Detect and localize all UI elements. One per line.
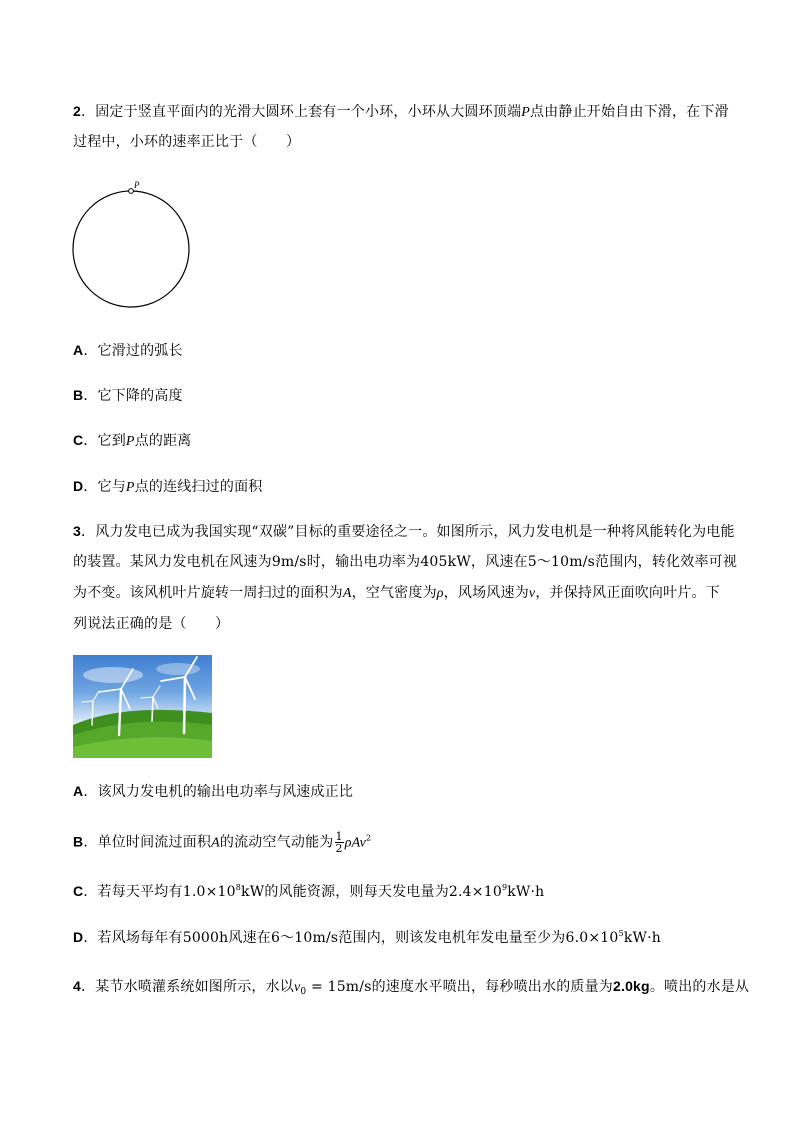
q3-option-c-exponent-1: 8 — [235, 883, 242, 892]
wind-turbine-photo — [73, 655, 212, 758]
q2-option-b-text: ．它下降的高度 — [83, 388, 183, 404]
q3-var-v: v — [528, 586, 536, 601]
q3-line-3 — [73, 584, 720, 603]
q3-option-d-range: 6～10m/s — [270, 930, 339, 946]
q3-option-d-text-a: ．若风场每年有 — [83, 930, 183, 946]
q2-text-2: 过程中，小环的速率正比于（ ） — [73, 134, 301, 150]
q3-var-rho: ρ — [436, 586, 444, 601]
fraction-denominator: 2 — [335, 842, 343, 855]
q3-text-1: ．风力发电已成为我国实现“双碳”目标的重要途径之一。如图所示，风力发电机是一种将风能转化为电能 — [81, 524, 735, 540]
q3-option-c-value-1: 1.0×10 — [182, 884, 236, 900]
q3-option-b-formula: ρAv — [344, 835, 367, 851]
q2-option-c-text-b: 点的距离 — [134, 433, 192, 449]
q3-var-a: A — [342, 586, 352, 601]
q4-speed: = 15m/s — [306, 979, 372, 995]
q3-text-2a: 的装置。某风力发电机在风速为 — [73, 554, 272, 570]
q3-option-d-text-b: 风速在 — [228, 930, 271, 946]
q3-option-c-text-a: ．若每天平均有 — [83, 884, 183, 900]
q3-line-1 — [73, 522, 735, 541]
q2-option-a-text: ．它滑过的弧长 — [83, 343, 183, 359]
q4-mass: 2.0kg — [613, 978, 650, 994]
q2-option-b-letter: B — [73, 387, 84, 403]
q3-option-b-text-a: ．单位时间流过面积 — [83, 834, 212, 851]
q3-option-d-exponent: 5 — [618, 929, 624, 938]
q3-option-d-unit: kW·h — [623, 930, 661, 946]
q2-option-c-var-p: P — [125, 434, 135, 449]
q3-text-2b: 时，输出电功率为 — [306, 554, 421, 570]
q3-power: 405kW — [420, 554, 471, 570]
q3-option-b-text-b: 的流动空气动能为 — [219, 834, 334, 851]
q3-text-2d: 范围内，转化效率可视 — [595, 554, 738, 570]
q3-option-c-unit-2: kW·h — [507, 884, 545, 900]
q3-option-c-text-b: 的风能资源，则每天发电量为 — [264, 884, 449, 900]
q3-line-4 — [73, 615, 229, 633]
wind-turbine-illustration — [73, 655, 212, 758]
q3-text-3d: ，并保持风正面吹向叶片。下 — [535, 585, 720, 601]
q2-line-2 — [73, 133, 300, 151]
q3-option-c-unit-1: kW — [241, 884, 265, 900]
small-ring — [129, 189, 134, 194]
q2-option-c-text-a: ．它到 — [83, 433, 126, 449]
q2-text-1b: 点由静止开始自由下滑，在下滑 — [529, 104, 729, 120]
q3-option-b-letter: B — [73, 833, 84, 850]
q2-number: 2 — [73, 103, 81, 119]
ring-figure — [70, 178, 195, 310]
q2-option-b — [73, 386, 183, 405]
q2-option-c — [73, 431, 192, 451]
q2-option-d-text-b: 点的连线扫过的面积 — [134, 479, 263, 495]
point-p-label: P — [134, 180, 140, 190]
q3-text-3c: ，风场风速为 — [443, 585, 529, 601]
q3-number: 3 — [73, 523, 81, 539]
q3-option-b-var-a: A — [211, 835, 220, 851]
q3-text-2c: ，风速在 — [470, 554, 528, 570]
q3-text-4: 列说法正确的是（ ） — [73, 616, 230, 632]
q2-option-d — [73, 477, 263, 497]
q3-range: 5～10m/s — [527, 554, 596, 570]
q3-option-b-exponent: 2 — [366, 833, 372, 843]
q3-option-d-text-c: 范围内，则该发电机年发电量至少为 — [338, 930, 566, 946]
q4-number: 4 — [73, 978, 81, 994]
q3-text-3a: 为不变。该风机叶片旋转一周扫过的面积为 — [73, 585, 343, 601]
q3-option-a-text: ．该风力发电机的输出电功率与风速成正比 — [83, 784, 354, 800]
q2-option-c-letter: C — [73, 432, 84, 448]
q4-line-1 — [73, 977, 749, 997]
q3-option-d-letter: D — [73, 929, 84, 945]
q4-var-v0: v — [294, 980, 301, 995]
q3-option-c-exponent-2: 9 — [501, 883, 508, 892]
q3-speed: 9m/s — [271, 554, 307, 570]
q4-text-c: 。喷出的水是从 — [649, 979, 750, 995]
q3-option-d — [73, 928, 661, 947]
q2-option-a-letter: A — [73, 342, 84, 358]
q3-option-a — [73, 782, 353, 801]
q2-option-d-var-p: P — [125, 480, 135, 495]
q2-option-d-text-a: ．它与 — [83, 479, 126, 495]
q2-var-p: P — [521, 105, 530, 120]
q2-line-1 — [73, 102, 729, 122]
q2-option-a — [73, 341, 183, 360]
fraction-numerator: 1 — [335, 830, 343, 843]
q3-option-d-hours: 5000h — [182, 930, 229, 946]
q3-option-d-value: 6.0×10 — [565, 930, 619, 946]
q3-option-c-value-2: 2.4×10 — [448, 884, 502, 900]
q4-text-a: ．某节水喷灌系统如图所示，水以 — [81, 979, 294, 995]
q3-text-3b: ，空气密度为 — [351, 585, 437, 601]
q3-option-b-fraction — [335, 831, 344, 854]
q2-option-d-letter: D — [73, 478, 84, 494]
q3-option-b — [73, 831, 371, 854]
q3-option-c-letter: C — [73, 883, 84, 899]
q3-option-a-letter: A — [73, 783, 84, 799]
q2-text-1a: ．固定于竖直平面内的光滑大圆环上套有一个小环，小环从大圆环顶端 — [81, 104, 522, 120]
q3-line-2 — [73, 553, 737, 571]
q3-option-c — [73, 882, 544, 901]
q4-text-b: 的速度水平喷出，每秒喷出水的质量为 — [371, 979, 613, 995]
q4-var-v0-subscript: 0 — [300, 987, 307, 997]
big-ring — [73, 191, 189, 307]
